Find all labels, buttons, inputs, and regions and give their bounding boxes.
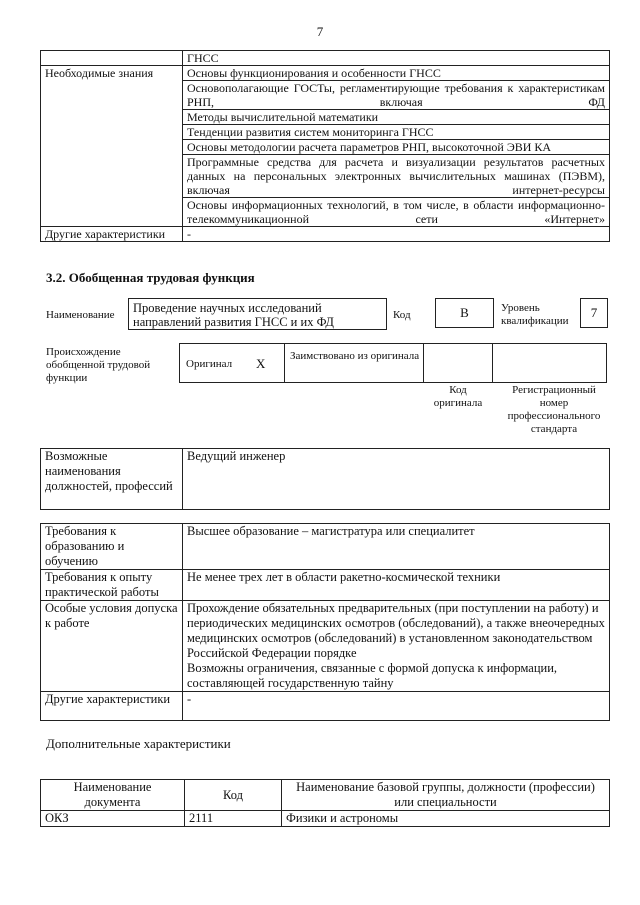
- table-row: [41, 811, 610, 827]
- row-label: [41, 51, 183, 66]
- table-row: [41, 449, 610, 510]
- requirements-table: [40, 523, 610, 721]
- table-row: [41, 66, 610, 81]
- row-value: Основы информационных технологий, в том числе, в области информационно-телекоммуникационной сети «Интернет»: [183, 198, 610, 227]
- table-cell: 2111: [185, 811, 282, 827]
- table-cell: Физики и астрономы: [282, 811, 610, 827]
- row-value: Основы методологии расчета параметров РНП, высокоточной ЭВИ КА: [183, 140, 610, 155]
- origin-label: Происхождение обобщенной трудовой функции: [46, 346, 151, 384]
- row-value: ГНСС: [183, 51, 610, 66]
- requirement-value: Прохождение обязательных предварительных (при поступлении на работу) и периодических медицинских осмотров (обследований), а также внеочередных медицинских осмотров (обследований) в установленном законодательством Российской Федерации порядке: [187, 601, 605, 660]
- requirement-value: Не менее трех лет в области ракетно-космической техники: [183, 570, 610, 601]
- header-cell: Наименование документа: [41, 780, 185, 811]
- requirement-value: Высшее образование – магистратура или специалитет: [183, 524, 610, 570]
- table-row: [41, 51, 610, 66]
- requirement-value-extra: Возможны ограничения, связанные с формой допуска к информации, составляющей государственную тайну: [187, 661, 558, 690]
- positions-table: [40, 448, 610, 510]
- code-value-box: B: [435, 298, 494, 328]
- positions-value: Ведущий инженер: [183, 449, 610, 510]
- requirement-label: Требования к опыту практической работы: [41, 570, 183, 601]
- original-mark: X: [256, 356, 266, 371]
- additional-title: Дополнительные характеристики: [46, 736, 231, 751]
- divider: [492, 344, 493, 382]
- row-label-knowledge: Необходимые знания: [41, 66, 183, 227]
- table-row: [41, 601, 610, 692]
- requirement-label: Требования к образованию и обучению: [41, 524, 183, 570]
- function-name-box: Проведение научных исследований направлений развития ГНСС и их ФД: [128, 298, 387, 330]
- row-value: Программные средства для расчета и визуализации результатов расчетных данных на персональных электронных вычислительных машинах (ПЭВМ), включая интернет-ресурсы: [183, 155, 610, 198]
- row-label: Другие характеристики: [41, 227, 183, 242]
- row-value: Основы функционирования и особенности ГНСС: [183, 66, 610, 81]
- requirement-label: Особые условия допуска к работе: [41, 601, 183, 692]
- name-label: Наименование: [46, 309, 115, 321]
- table-row: [41, 570, 610, 601]
- positions-label: Возможные наименования должностей, профессий: [41, 449, 183, 510]
- original-label: Оригинал: [186, 358, 233, 370]
- level-value-box: 7: [580, 298, 608, 328]
- table-header-row: [41, 780, 610, 811]
- level-label: Уровень квалификации: [501, 302, 569, 327]
- row-value: Тенденции развития систем мониторинга ГНСС: [183, 125, 610, 140]
- row-value: -: [183, 227, 610, 242]
- section-title: 3.2. Обобщенная трудовая функция: [46, 270, 255, 285]
- origin-box: [179, 343, 607, 383]
- requirement-value-cell: [183, 601, 610, 692]
- requirement-label: Другие характеристики: [41, 692, 183, 721]
- table-row: [41, 524, 610, 570]
- code-caption: Код оригинала: [433, 384, 483, 409]
- page-number: 7: [316, 24, 324, 39]
- divider: [423, 344, 424, 382]
- header-cell: Наименование базовой группы, должности (профессии) или специальности: [282, 780, 610, 811]
- additional-table: [40, 779, 610, 827]
- header-cell: Код: [185, 780, 282, 811]
- table-row: [41, 227, 610, 242]
- row-value: Методы вычислительной математики: [183, 110, 610, 125]
- knowledge-table: [40, 50, 610, 242]
- borrowed-label: Заимствовано из оригинала: [290, 350, 420, 362]
- requirement-value: -: [183, 692, 610, 721]
- divider: [284, 344, 285, 382]
- row-value: Основополагающие ГОСТы, регламентирующие требования к характеристикам РНП, включая ФД: [183, 81, 610, 110]
- table-row: [41, 692, 610, 721]
- reg-caption: Регистрационный номер профессионального стандарта: [507, 384, 601, 435]
- table-cell: ОКЗ: [41, 811, 185, 827]
- code-label: Код: [393, 309, 411, 321]
